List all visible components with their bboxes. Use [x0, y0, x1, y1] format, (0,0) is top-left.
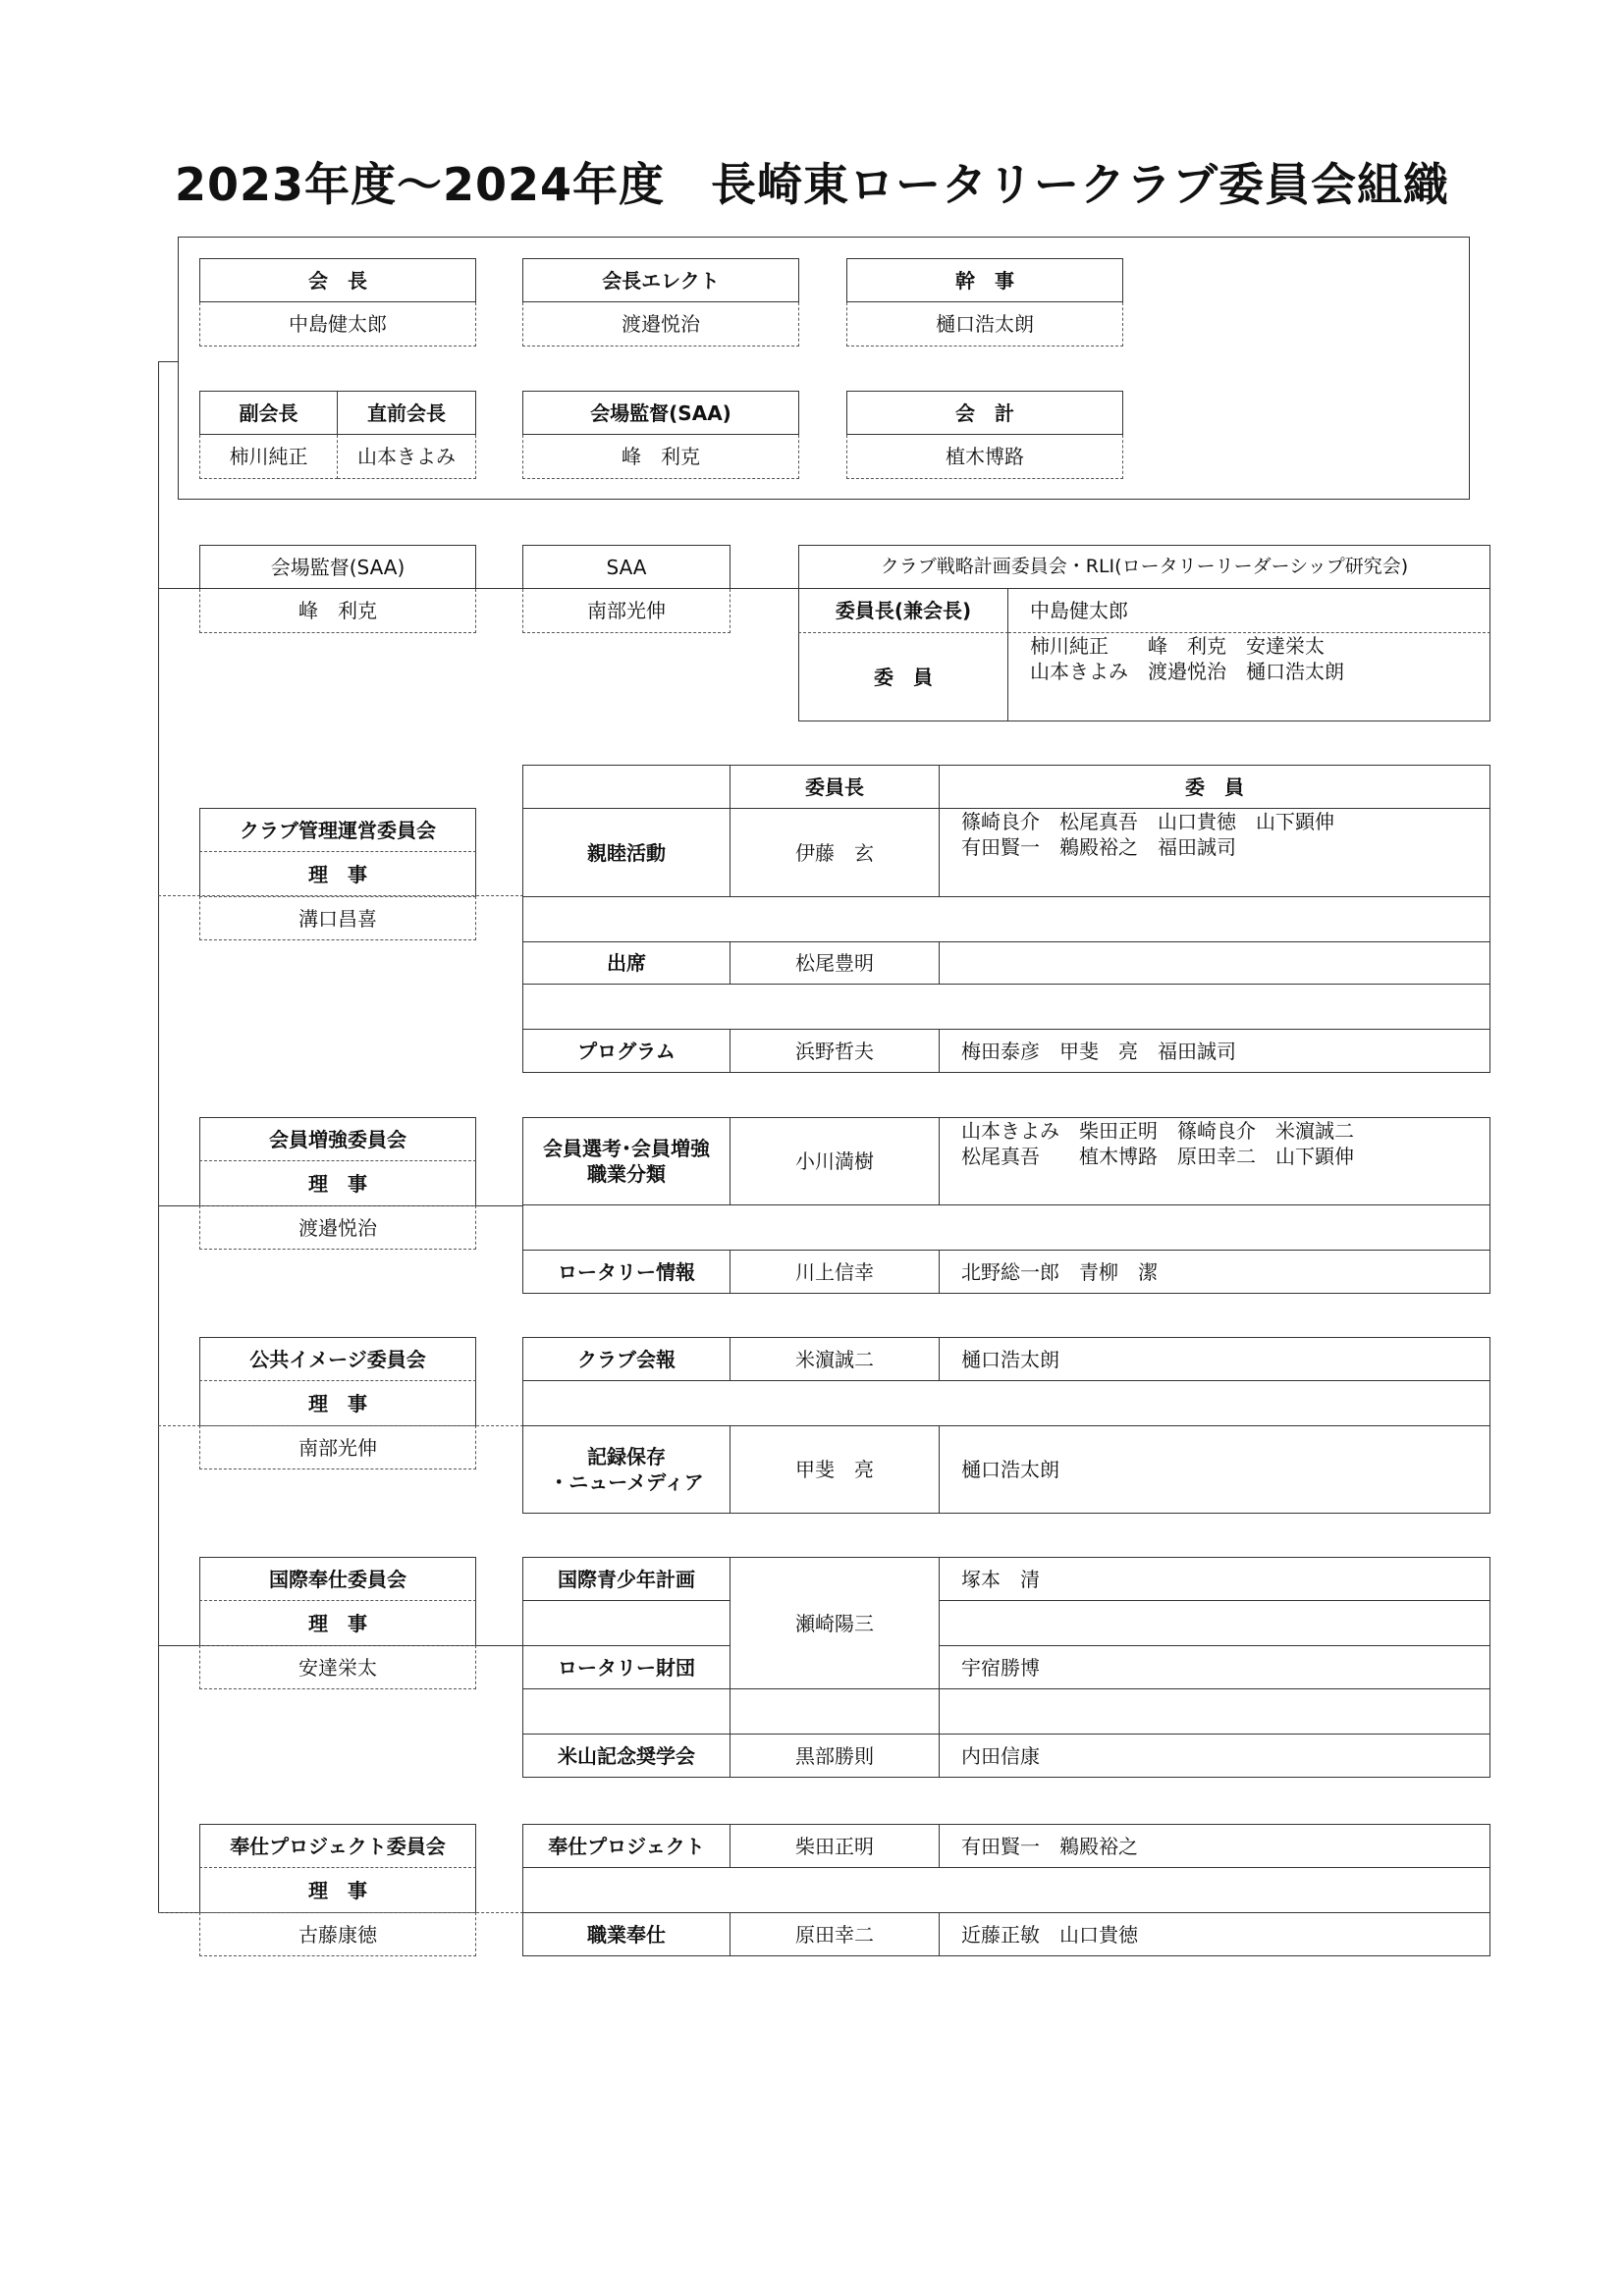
strategy-members-line1: 柿川純正 峰 利克 安達栄太: [1030, 634, 1325, 658]
committee-club-admin-director-label: 理 事: [199, 852, 476, 896]
saa-main-label: 会場監督(SAA): [199, 545, 476, 589]
spacer-row: [940, 1689, 1490, 1734]
sub-fellowship-chair: 伊藤 玄: [731, 809, 940, 897]
committee-club-admin-name: クラブ管理運営委員会: [199, 808, 476, 852]
sub-attendance-name: 出席: [522, 941, 731, 985]
sub-youth-name: 国際青少年計画: [522, 1557, 731, 1601]
saa-main-name: 峰 利克: [199, 589, 476, 633]
sub-service-project-members: 有田賢一 鵜殿裕之: [940, 1824, 1490, 1868]
table-header-chair: 委員長: [731, 765, 940, 809]
committee-membership-director-label: 理 事: [199, 1161, 476, 1205]
spacer-row: [522, 1205, 1490, 1250]
main-trunk-line: [158, 361, 160, 1913]
spacer-row: [522, 1381, 1490, 1425]
committee-membership-director: 渡邉悦治: [199, 1205, 476, 1250]
sub-records-name-line1: 記録保存: [587, 1445, 666, 1468]
strategy-members: [1008, 633, 1490, 721]
president-elect-name: 渡邉悦治: [522, 302, 799, 347]
treasurer-label: 会 計: [846, 391, 1123, 435]
officer-saa-label: 会場監督(SAA): [522, 391, 799, 435]
president-elect-label: 会長エレクト: [522, 258, 799, 302]
sub-attendance-chair: 松尾豊明: [731, 941, 940, 985]
sub-records-members: 樋口浩太朗: [940, 1425, 1490, 1514]
secretary-name: 樋口浩太朗: [846, 302, 1123, 347]
secretary-label: 幹 事: [846, 258, 1123, 302]
sub-service-project-chair: 柴田正明: [731, 1824, 940, 1868]
committee-public-image-director-label: 理 事: [199, 1381, 476, 1425]
sub-rotary-info-members: 北野総一郎 青柳 潔: [940, 1250, 1490, 1294]
sub-fellowship-members-line1: 篠崎良介 松尾真吾 山口貴徳 山下顕伸: [961, 810, 1334, 833]
sub-fellowship-members-line2: 有田賢一 鵜殿裕之 福田誠司: [961, 835, 1236, 859]
sub-membership-selection-name-line1: 会員選考･会員増強: [543, 1137, 710, 1160]
committee-service-project-director: 古藤康徳: [199, 1912, 476, 1956]
strategy-members-line2: 山本きよみ 渡邉悦治 樋口浩太朗: [1030, 660, 1344, 683]
committee-service-project-name: 奉仕プロジェクト委員会: [199, 1824, 476, 1868]
table-header-blank: [522, 765, 731, 809]
sub-club-bulletin-name: クラブ会報: [522, 1337, 731, 1381]
sub-fellowship-name: 親睦活動: [522, 809, 731, 897]
past-president-label: 直前会長: [338, 391, 476, 435]
sub-membership-selection-chair: 小川満樹: [731, 1117, 940, 1205]
sub-yoneyama-name: 米山記念奨学会: [522, 1734, 731, 1778]
sub-youth-members: 塚本 清: [940, 1557, 1490, 1601]
sub-records-name: [522, 1425, 731, 1514]
sub-rotary-info-chair: 川上信幸: [731, 1250, 940, 1294]
treasurer-name: 植木博路: [846, 435, 1123, 479]
committee-international-director-label: 理 事: [199, 1601, 476, 1645]
committee-international-director: 安達栄太: [199, 1645, 476, 1689]
past-president-name: 山本きよみ: [338, 435, 476, 479]
trunk-to-officers-line: [158, 361, 179, 363]
spacer-row: [522, 897, 1490, 941]
spacer-row: [522, 1689, 731, 1734]
sub-records-name-line2: ・ニューメディア: [549, 1470, 704, 1494]
vice-president-name: 柿川純正: [199, 435, 338, 479]
sub-membership-selection-members-line2: 松尾真吾 植木博路 原田幸二 山下顕伸: [961, 1145, 1354, 1168]
sub-program-members: 梅田泰彦 甲斐 亮 福田誠司: [940, 1029, 1490, 1073]
sub-foundation-name: ロータリー財団: [522, 1645, 731, 1689]
sub-club-bulletin-members: 樋口浩太朗: [940, 1337, 1490, 1381]
sub-foundation-members: 宇宿勝博: [940, 1645, 1490, 1689]
vice-president-label: 副会長: [199, 391, 338, 435]
strategy-title: クラブ戦略計画委員会・RLI(ロータリーリーダーシップ研究会): [798, 545, 1490, 589]
president-label: 会 長: [199, 258, 476, 302]
sub-service-project-name: 奉仕プロジェクト: [522, 1824, 731, 1868]
president-name: 中島健太郎: [199, 302, 476, 347]
committee-club-admin-director: 溝口昌喜: [199, 896, 476, 940]
committee-membership-name: 会員増強委員会: [199, 1117, 476, 1161]
spacer-row: [731, 1689, 940, 1734]
sub-membership-selection-members: [940, 1117, 1490, 1205]
sub-yoneyama-chair: 黒部勝則: [731, 1734, 940, 1778]
sub-international-shared-chair: 瀬崎陽三: [731, 1557, 940, 1689]
sub-fellowship-members: [940, 809, 1490, 897]
officer-saa-name: 峰 利克: [522, 435, 799, 479]
sub-membership-selection-members-line1: 山本きよみ 柴田正明 篠崎良介 米濵誠二: [961, 1119, 1354, 1143]
sub-vocational-name: 職業奉仕: [522, 1912, 731, 1956]
strategy-chair-name: 中島健太郎: [1008, 589, 1490, 633]
table-header-members: 委 員: [940, 765, 1490, 809]
sub-club-bulletin-chair: 米濵誠二: [731, 1337, 940, 1381]
sub-attendance-members: [940, 941, 1490, 985]
sub-membership-selection-name: [522, 1117, 731, 1205]
spacer-row: [940, 1601, 1490, 1645]
saa-label: SAA: [522, 545, 731, 589]
strategy-chair-label: 委員長(兼会長): [798, 589, 1008, 633]
spacer-row: [522, 1868, 1490, 1912]
sub-program-chair: 浜野哲夫: [731, 1029, 940, 1073]
sub-records-chair: 甲斐 亮: [731, 1425, 940, 1514]
committee-public-image-director: 南部光伸: [199, 1425, 476, 1469]
spacer-row: [522, 985, 1490, 1029]
committee-international-name: 国際奉仕委員会: [199, 1557, 476, 1601]
strategy-members-label: 委 員: [798, 633, 1008, 721]
sub-rotary-info-name: ロータリー情報: [522, 1250, 731, 1294]
saa-name: 南部光伸: [522, 589, 731, 633]
sub-vocational-chair: 原田幸二: [731, 1912, 940, 1956]
sub-membership-selection-name-line2: 職業分類: [587, 1162, 666, 1186]
page-title: 2023年度～2024年度 長崎東ロータリークラブ委員会組織: [174, 158, 1450, 211]
sub-yoneyama-members: 内田信康: [940, 1734, 1490, 1778]
spacer-row: [522, 1601, 731, 1645]
sub-vocational-members: 近藤正敏 山口貴徳: [940, 1912, 1490, 1956]
committee-service-project-director-label: 理 事: [199, 1868, 476, 1912]
sub-program-name: プログラム: [522, 1029, 731, 1073]
committee-public-image-name: 公共イメージ委員会: [199, 1337, 476, 1381]
